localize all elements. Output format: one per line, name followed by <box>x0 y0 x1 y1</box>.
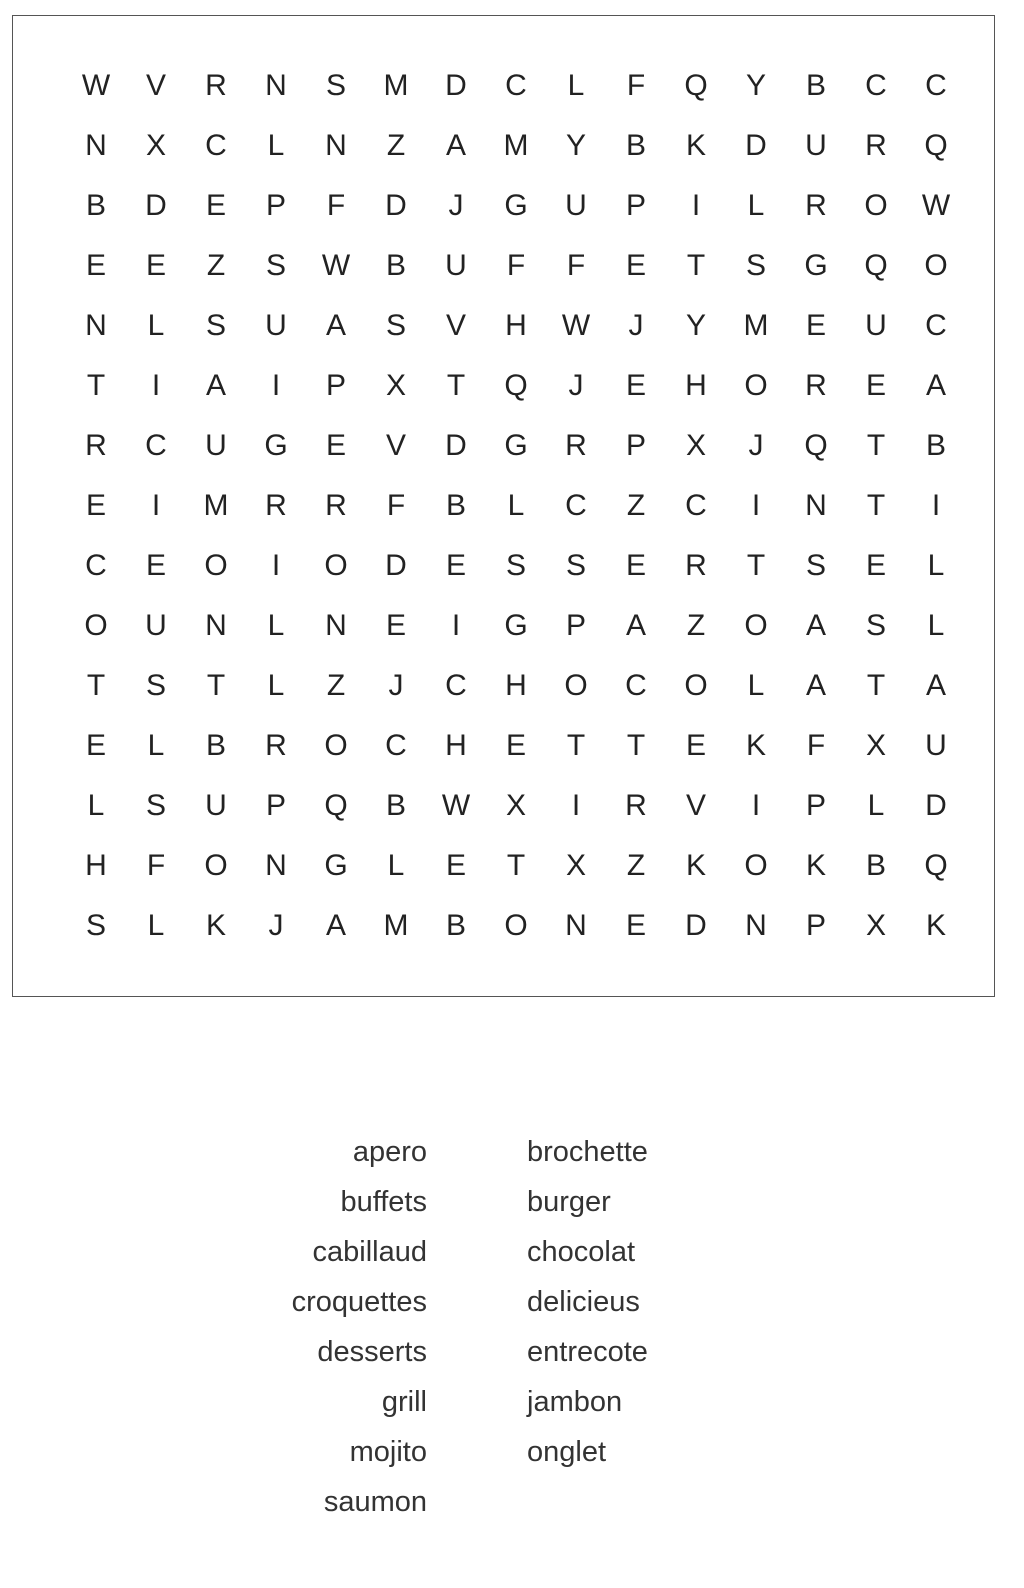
grid-cell-r10-c15[interactable]: L <box>927 609 945 642</box>
grid-cell-r12-c10[interactable]: T <box>626 729 646 762</box>
grid-cell-r14-c11[interactable]: K <box>685 849 706 882</box>
grid-cell-r14-c6[interactable]: L <box>387 849 405 882</box>
grid-cell-r3-c4[interactable]: P <box>265 189 286 222</box>
grid-cell-r4-c11[interactable]: T <box>686 249 706 282</box>
grid-cell-r2-c3[interactable]: C <box>205 129 227 162</box>
grid-cell-r3-c5[interactable]: F <box>326 189 346 222</box>
grid-cell-r1-c15[interactable]: C <box>925 69 947 102</box>
grid-cell-r2-c2[interactable]: X <box>145 129 166 162</box>
grid-cell-r12-c9[interactable]: T <box>566 729 586 762</box>
grid-cell-r7-c12[interactable]: J <box>748 429 764 462</box>
grid-cell-r12-c12[interactable]: K <box>745 729 766 762</box>
grid-cell-r12-c3[interactable]: B <box>205 729 226 762</box>
grid-cell-r3-c13[interactable]: R <box>805 189 827 222</box>
grid-cell-r15-c2[interactable]: L <box>147 909 165 942</box>
grid-cell-r5-c4[interactable]: U <box>265 309 287 342</box>
grid-cell-r4-c8[interactable]: F <box>506 249 526 282</box>
grid-cell-r8-c9[interactable]: C <box>565 489 587 522</box>
grid-cell-r13-c4[interactable]: P <box>265 789 286 822</box>
grid-cell-r5-c9[interactable]: W <box>561 309 591 342</box>
grid-cell-r14-c14[interactable]: B <box>865 849 886 882</box>
grid-cell-r11-c2[interactable]: S <box>145 669 166 702</box>
grid-cell-r4-c4[interactable]: S <box>265 249 286 282</box>
grid-cell-r8-c3[interactable]: M <box>203 489 229 522</box>
grid-cell-r12-c1[interactable]: E <box>85 729 106 762</box>
grid-cell-r3-c7[interactable]: J <box>448 189 464 222</box>
grid-cell-r2-c1[interactable]: N <box>85 129 107 162</box>
word-list-item: buffets <box>340 1186 427 1218</box>
grid-cell-r6-c6[interactable]: X <box>385 369 406 402</box>
word-list-item: grill <box>381 1386 427 1418</box>
grid-cell-r2-c4[interactable]: L <box>267 129 285 162</box>
grid-cell-r8-c15[interactable]: I <box>931 489 941 522</box>
grid-cell-r10-c9[interactable]: P <box>565 609 586 642</box>
grid-cell-r9-c6[interactable]: D <box>385 549 407 582</box>
word-list-item: entrecote <box>527 1336 648 1368</box>
grid-cell-r6-c8[interactable]: Q <box>504 369 528 402</box>
grid-cell-r3-c3[interactable]: E <box>205 189 226 222</box>
grid-cell-r8-c5[interactable]: R <box>325 489 347 522</box>
grid-cell-r9-c7[interactable]: E <box>445 549 466 582</box>
grid-cell-r7-c13[interactable]: Q <box>804 429 828 462</box>
grid-cell-r12-c8[interactable]: E <box>505 729 526 762</box>
grid-cell-r13-c9[interactable]: I <box>571 789 581 822</box>
grid-cell-r15-c15[interactable]: K <box>925 909 946 942</box>
word-list-item: desserts <box>317 1336 427 1368</box>
grid-cell-r6-c11[interactable]: H <box>685 369 707 402</box>
grid-cell-r14-c1[interactable]: H <box>85 849 107 882</box>
grid-cell-r4-c1[interactable]: E <box>85 249 106 282</box>
grid-cell-r10-c8[interactable]: G <box>504 609 528 642</box>
grid-cell-r7-c15[interactable]: B <box>925 429 946 462</box>
grid-cell-r1-c1[interactable]: W <box>81 69 111 102</box>
grid-cell-r8-c7[interactable]: B <box>445 489 466 522</box>
grid-cell-r6-c3[interactable]: A <box>205 369 226 402</box>
word-list-item: cabillaud <box>312 1236 427 1268</box>
grid-cell-r1-c3[interactable]: R <box>205 69 227 102</box>
word-list-item: apero <box>352 1136 427 1168</box>
grid-cell-r6-c1[interactable]: T <box>86 369 106 402</box>
grid-cell-r10-c11[interactable]: Z <box>686 609 706 642</box>
grid-cell-r7-c3[interactable]: U <box>205 429 227 462</box>
grid-cell-r9-c2[interactable]: E <box>145 549 166 582</box>
grid-cell-r8-c10[interactable]: Z <box>626 489 646 522</box>
word-list-item: delicieus <box>527 1286 640 1318</box>
grid-cell-r5-c3[interactable]: S <box>205 309 226 342</box>
grid-cell-r11-c3[interactable]: T <box>206 669 226 702</box>
grid-cell-r11-c5[interactable]: Z <box>326 669 346 702</box>
word-list-item: mojito <box>349 1436 427 1468</box>
grid-cell-r11-c1[interactable]: T <box>86 669 106 702</box>
grid-cell-r15-c13[interactable]: P <box>805 909 826 942</box>
grid-cell-r9-c1[interactable]: C <box>85 549 107 582</box>
grid-cell-r3-c9[interactable]: U <box>565 189 587 222</box>
grid-cell-r10-c3[interactable]: N <box>205 609 227 642</box>
grid-cell-r10-c4[interactable]: L <box>267 609 285 642</box>
grid-cell-r13-c7[interactable]: W <box>441 789 471 822</box>
grid-cell-r2-c9[interactable]: Y <box>565 129 586 162</box>
grid-cell-r3-c10[interactable]: P <box>625 189 646 222</box>
grid-cell-r1-c13[interactable]: B <box>805 69 826 102</box>
grid-cell-r11-c14[interactable]: T <box>866 669 886 702</box>
grid-cell-r6-c4[interactable]: I <box>271 369 281 402</box>
grid-cell-r4-c12[interactable]: S <box>745 249 766 282</box>
grid-cell-r14-c3[interactable]: O <box>204 849 228 882</box>
grid-cell-r5-c10[interactable]: J <box>628 309 644 342</box>
grid-cell-r15-c4[interactable]: J <box>268 909 284 942</box>
grid-cell-r10-c1[interactable]: O <box>84 609 108 642</box>
grid-cell-r2-c5[interactable]: N <box>325 129 347 162</box>
grid-cell-r1-c5[interactable]: S <box>325 69 346 102</box>
grid-cell-r14-c13[interactable]: K <box>805 849 826 882</box>
grid-cell-r10-c2[interactable]: U <box>145 609 167 642</box>
grid-cell-r9-c3[interactable]: O <box>204 549 228 582</box>
grid-cell-r13-c3[interactable]: U <box>205 789 227 822</box>
grid-cell-r3-c6[interactable]: D <box>385 189 407 222</box>
grid-cell-r2-c14[interactable]: R <box>865 129 887 162</box>
grid-cell-r2-c7[interactable]: A <box>445 129 466 162</box>
grid-cell-r7-c8[interactable]: G <box>504 429 528 462</box>
word-list-item: chocolat <box>527 1236 636 1268</box>
puzzle-frame <box>12 15 995 997</box>
grid-cell-r7-c6[interactable]: V <box>385 429 406 462</box>
word-list-item: burger <box>527 1186 611 1218</box>
grid-cell-r13-c15[interactable]: D <box>925 789 947 822</box>
grid-cell-r8-c14[interactable]: T <box>866 489 886 522</box>
grid-cell-r10-c5[interactable]: N <box>325 609 347 642</box>
grid-cell-r13-c13[interactable]: P <box>805 789 826 822</box>
grid-cell-r9-c12[interactable]: T <box>746 549 766 582</box>
grid-cell-r14-c2[interactable]: F <box>146 849 166 882</box>
grid-cell-r5-c6[interactable]: S <box>385 309 406 342</box>
grid-cell-r3-c12[interactable]: L <box>747 189 765 222</box>
grid-cell-r12-c13[interactable]: F <box>806 729 826 762</box>
grid-cell-r9-c11[interactable]: R <box>685 549 707 582</box>
grid-cell-r5-c12[interactable]: M <box>743 309 769 342</box>
grid-cell-r6-c5[interactable]: P <box>325 369 346 402</box>
grid-cell-r11-c12[interactable]: L <box>747 669 765 702</box>
grid-cell-r5-c1[interactable]: N <box>85 309 107 342</box>
grid-cell-r2-c15[interactable]: Q <box>924 129 948 162</box>
word-list-right-column <box>527 1127 648 1477</box>
grid-cell-r15-c11[interactable]: D <box>685 909 707 942</box>
grid-cell-r13-c8[interactable]: X <box>505 789 526 822</box>
grid-cell-r4-c14[interactable]: Q <box>864 249 888 282</box>
grid-cell-r2-c10[interactable]: B <box>625 129 646 162</box>
grid-cell-r4-c2[interactable]: E <box>145 249 166 282</box>
grid-cell-r11-c9[interactable]: O <box>564 669 588 702</box>
grid-cell-r5-c5[interactable]: A <box>325 309 346 342</box>
grid-cell-r6-c15[interactable]: A <box>925 369 946 402</box>
grid-cell-r5-c15[interactable]: C <box>925 309 947 342</box>
grid-cell-r5-c14[interactable]: U <box>865 309 887 342</box>
grid-cell-r2-c8[interactable]: M <box>503 129 529 162</box>
word-list-item: onglet <box>527 1436 607 1468</box>
grid-cell-r1-c14[interactable]: C <box>865 69 887 102</box>
grid-cell-r1-c12[interactable]: Y <box>745 69 766 102</box>
word-list-item: saumon <box>323 1486 427 1518</box>
grid-cell-r4-c6[interactable]: B <box>385 249 406 282</box>
grid-cell-r10-c10[interactable]: A <box>625 609 646 642</box>
grid-cell-r1-c10[interactable]: F <box>626 69 646 102</box>
grid-cell-r13-c11[interactable]: V <box>685 789 706 822</box>
grid-cell-r13-c10[interactable]: R <box>625 789 647 822</box>
grid-cell-r11-c4[interactable]: L <box>267 669 285 702</box>
grid-cell-r11-c13[interactable]: A <box>805 669 826 702</box>
grid-cell-r15-c7[interactable]: B <box>445 909 466 942</box>
grid-cell-r10-c13[interactable]: A <box>805 609 826 642</box>
grid-cell-r14-c5[interactable]: G <box>324 849 348 882</box>
grid-cell-r4-c15[interactable]: O <box>924 249 948 282</box>
grid-cell-r15-c12[interactable]: N <box>745 909 767 942</box>
grid-cell-r15-c9[interactable]: N <box>565 909 587 942</box>
grid-cell-r8-c8[interactable]: L <box>507 489 525 522</box>
grid-cell-r6-c9[interactable]: J <box>568 369 584 402</box>
grid-cell-r4-c5[interactable]: W <box>321 249 351 282</box>
grid-cell-r5-c11[interactable]: Y <box>685 309 706 342</box>
grid-cell-r15-c5[interactable]: A <box>325 909 346 942</box>
grid-cell-r12-c14[interactable]: X <box>865 729 886 762</box>
grid-cell-r9-c15[interactable]: L <box>927 549 945 582</box>
grid-cell-r1-c11[interactable]: Q <box>684 69 708 102</box>
grid-cell-r9-c8[interactable]: S <box>505 549 526 582</box>
grid-cell-r10-c6[interactable]: E <box>385 609 406 642</box>
grid-cell-r3-c2[interactable]: D <box>145 189 167 222</box>
grid-cell-r3-c1[interactable]: B <box>85 189 106 222</box>
grid-cell-r9-c10[interactable]: E <box>625 549 646 582</box>
word-list-item: brochette <box>527 1136 648 1168</box>
grid-cell-r15-c6[interactable]: M <box>383 909 409 942</box>
grid-cell-r5-c2[interactable]: L <box>147 309 165 342</box>
grid-cell-r13-c2[interactable]: S <box>145 789 166 822</box>
grid-cell-r12-c7[interactable]: H <box>445 729 467 762</box>
grid-cell-r15-c14[interactable]: X <box>865 909 886 942</box>
grid-cell-r14-c12[interactable]: O <box>744 849 768 882</box>
grid-cell-r8-c2[interactable]: I <box>151 489 161 522</box>
word-list-item: croquettes <box>291 1286 427 1318</box>
grid-cell-r12-c2[interactable]: L <box>147 729 165 762</box>
grid-cell-r7-c10[interactable]: P <box>625 429 646 462</box>
grid-cell-r4-c10[interactable]: E <box>625 249 646 282</box>
grid-cell-r6-c14[interactable]: E <box>865 369 886 402</box>
grid-cell-r11-c7[interactable]: C <box>445 669 467 702</box>
grid-cell-r12-c15[interactable]: U <box>925 729 947 762</box>
grid-cell-r13-c14[interactable]: L <box>867 789 885 822</box>
grid-cell-r4-c3[interactable]: Z <box>206 249 226 282</box>
grid-cell-r6-c10[interactable]: E <box>625 369 646 402</box>
grid-cell-r10-c7[interactable]: I <box>451 609 461 642</box>
grid-cell-r4-c7[interactable]: U <box>445 249 467 282</box>
grid-cell-r13-c5[interactable]: Q <box>324 789 348 822</box>
grid-cell-r5-c8[interactable]: H <box>505 309 527 342</box>
grid-cell-r12-c4[interactable]: R <box>265 729 287 762</box>
grid-cell-r2-c11[interactable]: K <box>685 129 706 162</box>
grid-cell-r8-c11[interactable]: C <box>685 489 707 522</box>
grid-cell-r5-c7[interactable]: V <box>445 309 466 342</box>
grid-cell-r8-c13[interactable]: N <box>805 489 827 522</box>
grid-cell-r14-c10[interactable]: Z <box>626 849 646 882</box>
grid-cell-r7-c9[interactable]: R <box>565 429 587 462</box>
grid-cell-r1-c6[interactable]: M <box>383 69 409 102</box>
grid-cell-r2-c6[interactable]: Z <box>386 129 406 162</box>
grid-cell-r8-c6[interactable]: F <box>386 489 406 522</box>
grid-cell-r10-c14[interactable]: S <box>865 609 886 642</box>
grid-cell-r6-c12[interactable]: O <box>744 369 768 402</box>
word-list-item: jambon <box>527 1386 623 1418</box>
grid-cell-r14-c8[interactable]: T <box>506 849 526 882</box>
grid-cell-r11-c6[interactable]: J <box>388 669 404 702</box>
grid-cell-r9-c9[interactable]: S <box>565 549 586 582</box>
grid-cell-r1-c2[interactable]: V <box>145 69 166 102</box>
grid-cell-r15-c8[interactable]: O <box>504 909 528 942</box>
grid-cell-r7-c1[interactable]: R <box>85 429 107 462</box>
grid-cell-r14-c15[interactable]: Q <box>924 849 948 882</box>
grid-cell-r11-c8[interactable]: H <box>505 669 527 702</box>
grid-cell-r12-c5[interactable]: O <box>324 729 348 762</box>
grid-cell-r15-c1[interactable]: S <box>85 909 106 942</box>
grid-cell-r3-c14[interactable]: O <box>864 189 888 222</box>
grid-cell-r2-c13[interactable]: U <box>805 129 827 162</box>
grid-cell-r9-c5[interactable]: O <box>324 549 348 582</box>
grid-cell-r7-c7[interactable]: D <box>445 429 467 462</box>
grid-cell-r13-c12[interactable]: I <box>751 789 761 822</box>
grid-cell-r7-c2[interactable]: C <box>145 429 167 462</box>
grid-cell-r2-c12[interactable]: D <box>745 129 767 162</box>
grid-cell-r14-c9[interactable]: X <box>565 849 586 882</box>
grid-cell-r8-c12[interactable]: I <box>751 489 761 522</box>
grid-cell-r7-c11[interactable]: X <box>685 429 706 462</box>
grid-cell-r14-c7[interactable]: E <box>445 849 466 882</box>
grid-cell-r12-c6[interactable]: C <box>385 729 407 762</box>
grid-cell-r8-c1[interactable]: E <box>85 489 106 522</box>
grid-cell-r6-c13[interactable]: R <box>805 369 827 402</box>
grid-cell-r12-c11[interactable]: E <box>685 729 706 762</box>
grid-cell-r1-c9[interactable]: L <box>567 69 585 102</box>
grid-cell-r7-c14[interactable]: T <box>866 429 886 462</box>
grid-cell-r9-c4[interactable]: I <box>271 549 281 582</box>
grid-cell-r11-c11[interactable]: O <box>684 669 708 702</box>
word-list-left-column <box>292 1127 427 1527</box>
grid-cell-r3-c11[interactable]: I <box>691 189 701 222</box>
grid-cell-r1-c8[interactable]: C <box>505 69 527 102</box>
grid-cell-r15-c10[interactable]: E <box>625 909 646 942</box>
grid-cell-r4-c13[interactable]: G <box>804 249 828 282</box>
grid-cell-r9-c14[interactable]: E <box>865 549 886 582</box>
grid-cell-r15-c3[interactable]: K <box>205 909 226 942</box>
grid-cell-r9-c13[interactable]: S <box>805 549 826 582</box>
grid-cell-r1-c4[interactable]: N <box>265 69 287 102</box>
grid-cell-r13-c1[interactable]: L <box>87 789 105 822</box>
grid-cell-r13-c6[interactable]: B <box>385 789 406 822</box>
grid-cell-r4-c9[interactable]: F <box>566 249 586 282</box>
grid-cell-r11-c15[interactable]: A <box>925 669 946 702</box>
grid-cell-r7-c4[interactable]: G <box>264 429 288 462</box>
letter-grid <box>66 56 966 956</box>
grid-cell-r10-c12[interactable]: O <box>744 609 768 642</box>
grid-cell-r8-c4[interactable]: R <box>265 489 287 522</box>
grid-cell-r3-c15[interactable]: W <box>921 189 951 222</box>
grid-cell-r11-c10[interactable]: C <box>625 669 647 702</box>
grid-cell-r7-c5[interactable]: E <box>325 429 346 462</box>
grid-cell-r5-c13[interactable]: E <box>805 309 826 342</box>
grid-cell-r6-c2[interactable]: I <box>151 369 161 402</box>
grid-cell-r3-c8[interactable]: G <box>504 189 528 222</box>
grid-cell-r6-c7[interactable]: T <box>446 369 466 402</box>
grid-cell-r14-c4[interactable]: N <box>265 849 287 882</box>
grid-cell-r1-c7[interactable]: D <box>445 69 467 102</box>
